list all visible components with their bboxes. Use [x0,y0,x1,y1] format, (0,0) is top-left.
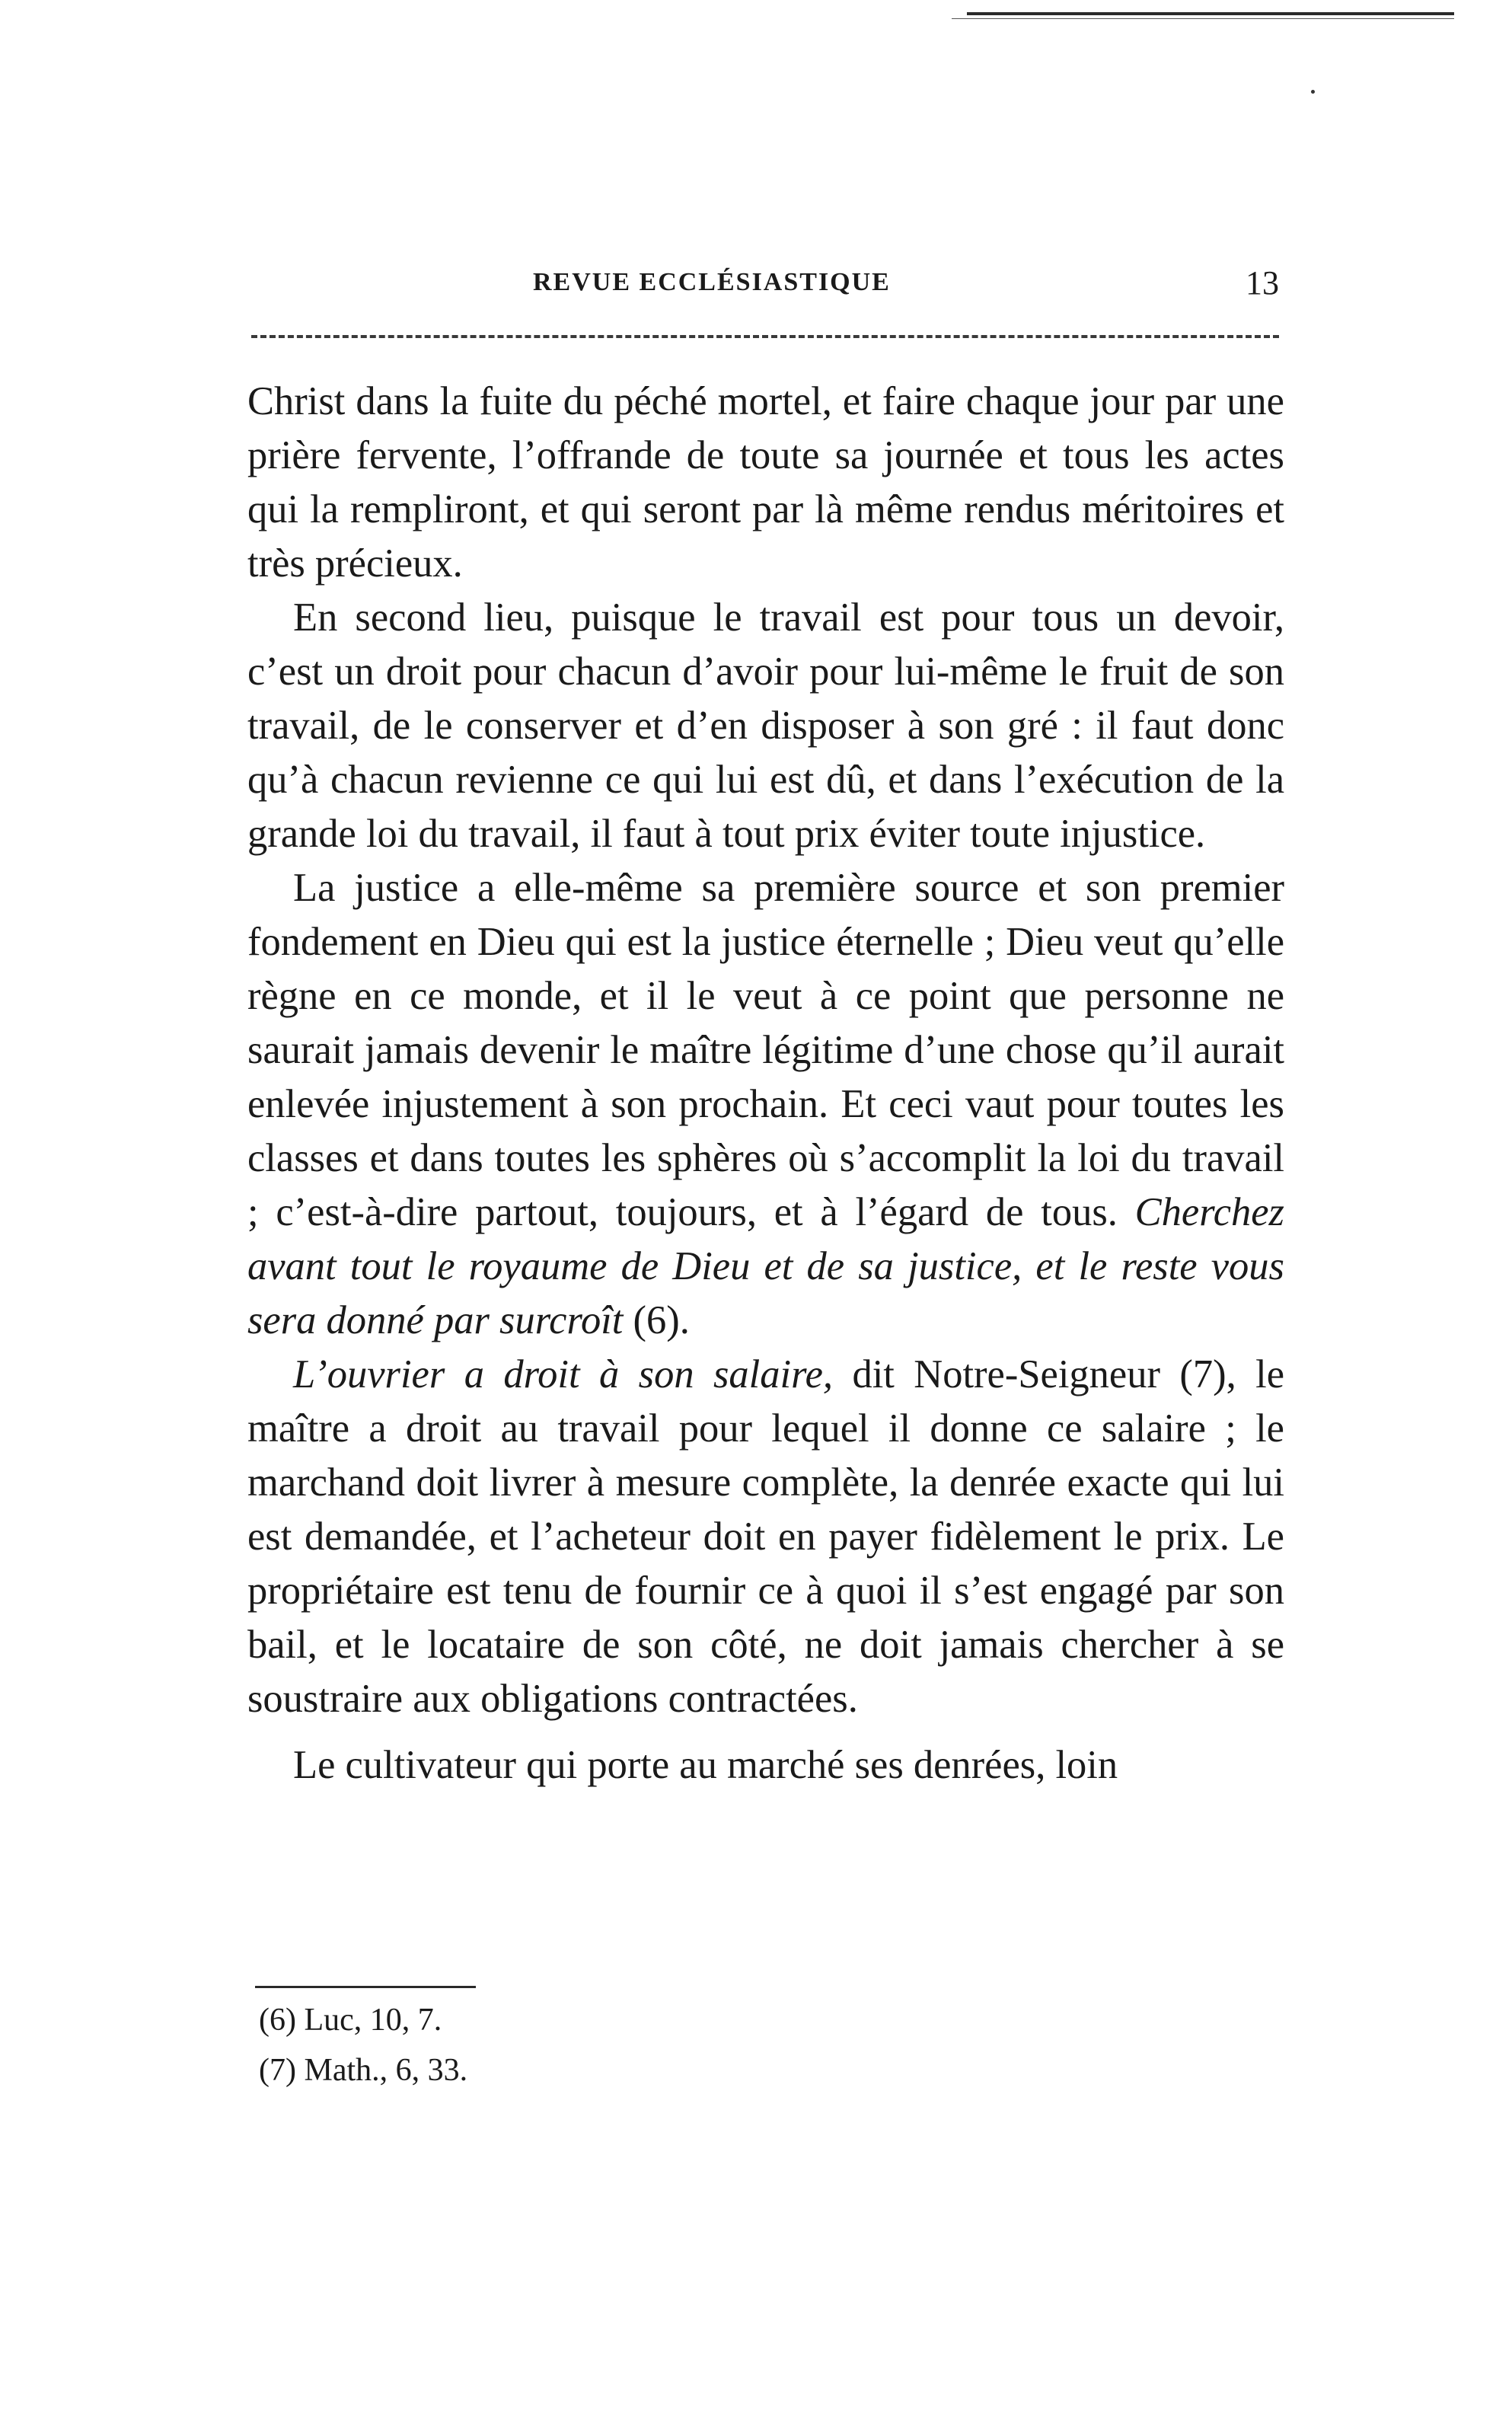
footnote-ref-6: (6). [633,1298,690,1342]
scan-speck [1311,90,1315,94]
paragraph-5: Le cultivateur qui porte au marché ses denrées, loin [293,1743,1118,1787]
footnote-rule [255,1986,476,1988]
paragraph-4 [247,1348,1284,1726]
footnotes [259,1995,467,2095]
paragraph-1: Christ dans la fuite du péché mortel, et faire chaque jour par une prière fervente, l’offrande de toute sa journée et tous les actes qui la rempliront, et qui seront par là même rendus méritoires et très précieux. [247,379,1284,586]
top-border-thin-rule [952,18,1454,19]
page-body [247,375,1284,1792]
running-title: REVUE ECCLÉSIASTIQUE [533,268,891,296]
footnote-7: (7) Math., 6, 33. [259,2053,468,2088]
running-head [251,263,1279,309]
top-border-rule [967,12,1454,15]
paragraph-3-text: La justice a elle-même sa première source et son premier fondement en Dieu qui est la justice éternelle ; Dieu veut qu’elle règne en ce monde, et il le veut à ce point que personne ne saurait jamais devenir le maître légitime d’une chose qu’il aurait enlevée injustement à son prochain. Et ceci vaut pour toutes les classes et dans toutes les sphères où s’accomplit la loi du travail ; c’est-à-dire partout, toujours, et à l’égard de tous. [247,866,1284,1234]
gospel-quote-matthew: Cherchez avant tout le royaume de Dieu et de sa justice, et le reste vous sera donné par surcroît [247,1190,1284,1342]
page-number: 13 [1246,264,1279,302]
paragraph-2: En second lieu, puisque le travail est pour tous un devoir, c’est un droit pour chacun d’avoir pour lui-même le fruit de son travail, de le conserver et d’en disposer à son gré : il faut donc qu’à chacun revienne ce qui lui est dû, et dans l’exécution de la grande loi du travail, il faut à tout prix éviter toute injustice. [247,595,1284,856]
gospel-quote-luke: L’ouvrier a droit à son salaire, [293,1352,834,1396]
paragraph-4-text: dit Notre-Seigneur (7), le maître a droit au travail pour lequel il donne ce salaire ; le marchand doit livrer à mesure complète, la denrée exacte qui lui est demandée, et l’acheteur doit en payer fidèlement le prix. Le propriétaire est tenu de fournir ce à quoi il s’est engagé par son bail, et le locataire de son côté, ne doit jamais chercher à se soustraire aux obligations contractées. [247,1352,1285,1721]
paragraph-3 [247,861,1284,1348]
header-rule [251,335,1279,338]
footnote-6: (6) Luc, 10, 7. [259,2003,442,2038]
